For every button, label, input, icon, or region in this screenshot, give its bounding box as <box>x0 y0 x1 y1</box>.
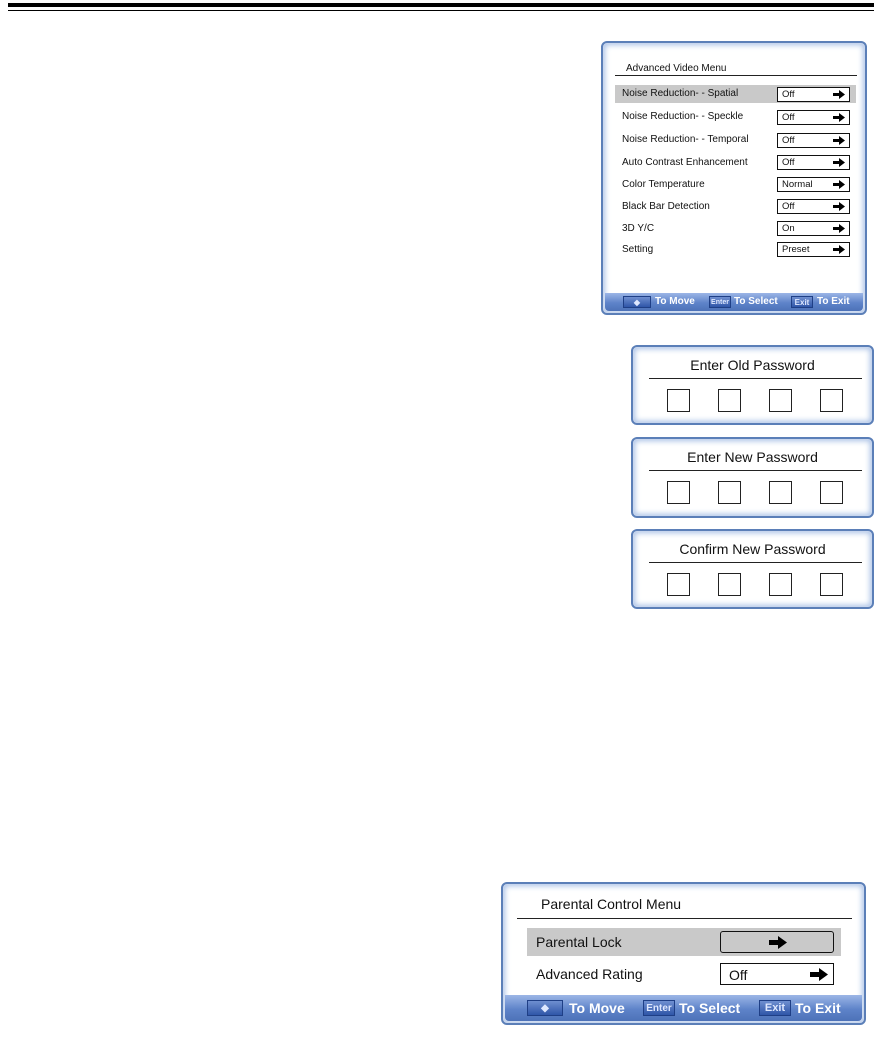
value-text: Preset <box>782 244 810 255</box>
row-label: Noise Reduction- - Spatial <box>622 88 739 99</box>
password-digit-2[interactable] <box>718 573 741 596</box>
value-box[interactable] <box>777 199 850 214</box>
right-arrow-icon <box>833 158 845 167</box>
value-box[interactable] <box>777 133 850 148</box>
menu-footer <box>605 293 863 311</box>
password-digit-1[interactable] <box>667 573 690 596</box>
menu-title: Advanced Video Menu <box>626 63 727 74</box>
right-arrow-icon <box>833 180 845 189</box>
value-text: Normal <box>782 179 813 190</box>
header-rule-thick <box>8 3 874 7</box>
password-digit-4[interactable] <box>820 573 843 596</box>
right-arrow-icon <box>833 136 845 145</box>
value-text: Off <box>782 157 795 168</box>
menu-title-rule <box>517 918 852 919</box>
dialog-title: Confirm New Password <box>679 541 826 557</box>
row-label: Noise Reduction- - Speckle <box>622 111 744 122</box>
exit-hint: To Exit <box>795 1000 841 1016</box>
menu-footer <box>505 995 862 1021</box>
row-label: Auto Contrast Enhancement <box>622 157 748 168</box>
advanced-video-menu <box>601 41 867 315</box>
value-text: Off <box>782 112 795 123</box>
right-arrow-icon <box>833 202 845 211</box>
value-box[interactable] <box>777 242 850 257</box>
dialog-title-rule <box>649 378 862 379</box>
value-box[interactable] <box>777 155 850 170</box>
move-hint: To Move <box>655 296 695 307</box>
header-rule-thin <box>8 10 874 11</box>
right-arrow-icon <box>833 245 845 254</box>
dialog-title-rule <box>649 562 862 563</box>
password-digit-1[interactable] <box>667 481 690 504</box>
enter-key-icon: Enter <box>709 296 731 308</box>
move-key-icon: ◆ <box>527 1000 563 1016</box>
value-text: Off <box>782 201 795 212</box>
password-dialog-old <box>631 345 874 425</box>
value-text: Off <box>782 89 795 100</box>
exit-key-icon: Exit <box>759 1000 791 1016</box>
row-label: Advanced Rating <box>536 966 643 982</box>
row-label: Color Temperature <box>622 179 705 190</box>
dialog-title: Enter New Password <box>687 449 818 465</box>
row-label: Parental Lock <box>536 934 622 950</box>
right-arrow-icon <box>810 968 828 981</box>
password-digit-3[interactable] <box>769 573 792 596</box>
right-arrow-icon <box>833 113 845 122</box>
right-arrow-icon <box>833 224 845 233</box>
password-dialog-confirm <box>631 529 874 609</box>
value-box[interactable] <box>777 110 850 125</box>
dialog-title-rule <box>649 470 862 471</box>
password-digit-3[interactable] <box>769 389 792 412</box>
enter-hint: To Select <box>679 1000 741 1016</box>
right-arrow-icon <box>769 936 787 949</box>
move-hint: To Move <box>569 1000 625 1016</box>
value-box[interactable] <box>720 963 834 985</box>
dialog-title: Enter Old Password <box>690 357 815 373</box>
password-dialog-new <box>631 437 874 518</box>
right-arrow-icon <box>833 90 845 99</box>
exit-hint: To Exit <box>817 296 850 307</box>
enter-hint: To Select <box>734 296 778 307</box>
row-label: Black Bar Detection <box>622 201 710 212</box>
value-box[interactable] <box>777 87 850 102</box>
row-label: Noise Reduction- - Temporal <box>622 134 749 145</box>
password-digit-3[interactable] <box>769 481 792 504</box>
value-box[interactable] <box>777 177 850 192</box>
password-digit-4[interactable] <box>820 389 843 412</box>
password-digit-2[interactable] <box>718 389 741 412</box>
password-digit-2[interactable] <box>718 481 741 504</box>
password-digit-1[interactable] <box>667 389 690 412</box>
value-text: On <box>782 223 795 234</box>
enter-key-icon: Enter <box>643 1000 675 1016</box>
menu-title-rule <box>615 75 857 76</box>
value-text: Off <box>782 135 795 146</box>
password-digit-4[interactable] <box>820 481 843 504</box>
row-label: 3D Y/C <box>622 223 655 234</box>
row-label: Setting <box>622 244 654 255</box>
value-text: Off <box>729 967 748 983</box>
exit-key-icon: Exit <box>791 296 813 308</box>
value-box[interactable] <box>720 931 834 953</box>
menu-title: Parental Control Menu <box>541 896 682 912</box>
parental-control-menu <box>501 882 866 1025</box>
value-box[interactable] <box>777 221 850 236</box>
move-key-icon: ◆ <box>623 296 651 308</box>
